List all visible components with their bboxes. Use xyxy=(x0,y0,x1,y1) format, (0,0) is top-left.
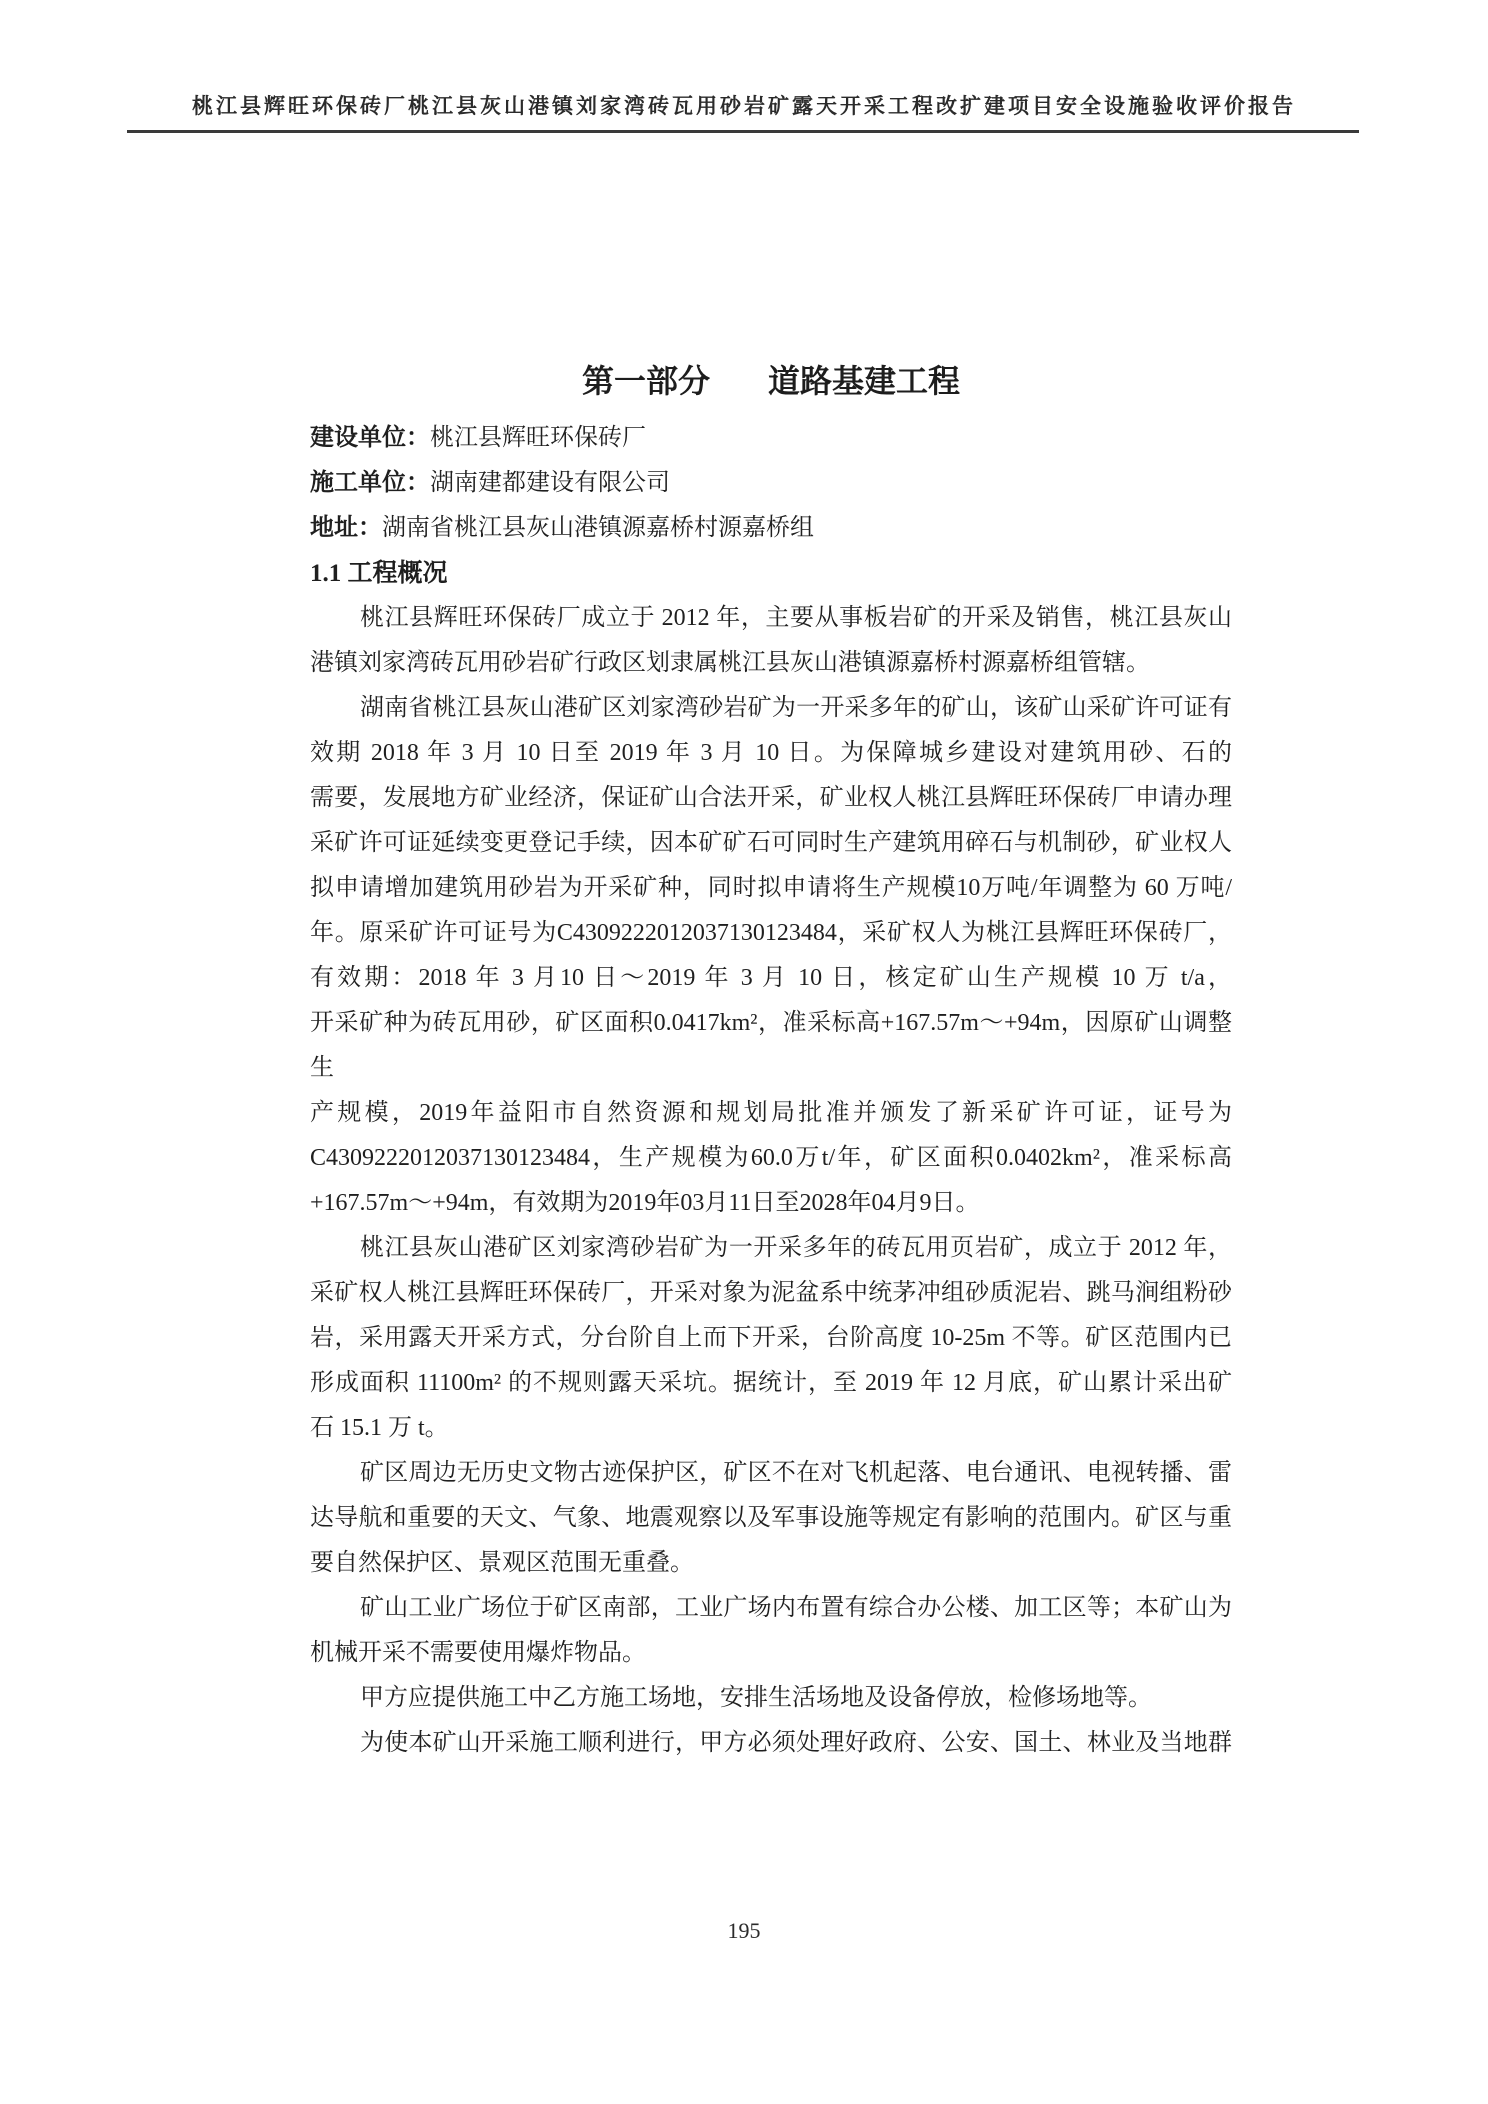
text-line: 开采矿种为砖瓦用砂，矿区面积0.0417km²，准采标高+167.57m～+94m，因原矿山调整生 xyxy=(310,1010,1232,1081)
address-label: 地址： xyxy=(310,515,382,541)
text-line: 形成面积 11100m² 的不规则露天采坑。据统计，至 2019 年 12 月底，矿山累计采出矿 xyxy=(310,1370,1232,1396)
text-line: 要自然保护区、景观区范围无重叠。 xyxy=(310,1550,694,1576)
part-label: 第一部分 xyxy=(581,363,710,399)
text-line: 拟申请增加建筑用砂岩为开采矿种，同时拟申请将生产规模10万吨/年调整为 60 万吨/ xyxy=(310,875,1232,901)
text-line: 矿区周边无历史文物古迹保护区，矿区不在对飞机起落、电台通讯、电视转播、雷 xyxy=(360,1460,1232,1486)
text-line: 效期 2018 年 3 月 10 日至 2019 年 3 月 10 日。为保障城乡建设对建筑用砂、石的 xyxy=(310,740,1232,766)
part-title xyxy=(310,356,1232,402)
builder-value: 桃江县辉旺环保砖厂 xyxy=(430,425,646,451)
text-line: 年。原采矿许可证号为C4309222012037130123484，采矿权人为桃江县辉旺环保砖厂， xyxy=(310,920,1232,946)
page-number: 195 xyxy=(727,1918,761,1943)
text-line: 需要，发展地方矿业经济，保证矿山合法开采，矿业权人桃江县辉旺环保砖厂申请办理 xyxy=(310,785,1232,811)
section-heading: 1.1 工程概况 xyxy=(310,560,448,587)
text-line: 甲方应提供施工中乙方施工场地，安排生活场地及设备停放，检修场地等。 xyxy=(360,1685,1152,1711)
header-divider xyxy=(127,130,1359,133)
text-line: 桃江县辉旺环保砖厂成立于 2012 年，主要从事板岩矿的开采及销售，桃江县灰山 xyxy=(360,605,1232,631)
paragraph-6 xyxy=(310,1676,1232,1721)
builder-label: 建设单位： xyxy=(310,425,430,451)
info-line-address xyxy=(310,506,1232,551)
running-header: 桃江县辉旺环保砖厂桃江县灰山港镇刘家湾砖瓦用砂岩矿露天开采工程改扩建项目安全设施验收评价报告 xyxy=(192,94,1296,118)
contractor-value: 湖南建都建设有限公司 xyxy=(430,470,670,496)
text-line: 采矿许可证延续变更登记手续，因本矿矿石可同时生产建筑用碎石与机制砂，矿业权人 xyxy=(310,830,1232,856)
paragraph-7 xyxy=(310,1721,1232,1766)
text-line: 湖南省桃江县灰山港矿区刘家湾砂岩矿为一开采多年的矿山，该矿山采矿许可证有 xyxy=(360,695,1232,721)
info-line-builder xyxy=(310,416,1232,461)
paragraph-4 xyxy=(310,1451,1232,1586)
text-line: 港镇刘家湾砖瓦用砂岩矿行政区划隶属桃江县灰山港镇源嘉桥村源嘉桥组管辖。 xyxy=(310,650,1150,676)
contractor-label: 施工单位： xyxy=(310,470,430,496)
text-line: 产规模，2019年益阳市自然资源和规划局批准并颁发了新采矿许可证，证号为 xyxy=(310,1100,1232,1126)
text-line: 达导航和重要的天文、气象、地震观察以及军事设施等规定有影响的范围内。矿区与重 xyxy=(310,1505,1232,1531)
part-name: 道路基建工程 xyxy=(768,363,961,399)
text-line: 桃江县灰山港矿区刘家湾砂岩矿为一开采多年的砖瓦用页岩矿，成立于 2012 年， xyxy=(360,1235,1232,1261)
text-line: 机械开采不需要使用爆炸物品。 xyxy=(310,1640,646,1666)
paragraph-2 xyxy=(310,686,1232,1226)
text-line: 岩，采用露天开采方式，分台阶自上而下开采，台阶高度 10-25m 不等。矿区范围内已 xyxy=(310,1325,1232,1351)
text-line: C4309222012037130123484，生产规模为60.0万t/年，矿区面积0.0402km²，准采标高 xyxy=(310,1145,1232,1171)
paragraph-3 xyxy=(310,1226,1232,1451)
text-line: 矿山工业广场位于矿区南部，工业广场内布置有综合办公楼、加工区等；本矿山为 xyxy=(360,1595,1232,1621)
text-line: 有效期：2018 年 3 月10 日～2019 年 3 月 10 日，核定矿山生产规模 10 万 t/a， xyxy=(310,965,1232,991)
paragraph-1 xyxy=(310,596,1232,686)
text-line: +167.57m～+94m，有效期为2019年03月11日至2028年04月9日。 xyxy=(310,1190,980,1216)
text-line: 采矿权人桃江县辉旺环保砖厂，开采对象为泥盆系中统茅冲组砂质泥岩、跳马涧组粉砂 xyxy=(310,1280,1232,1306)
page-content xyxy=(310,416,1232,1766)
text-line: 石 15.1 万 t。 xyxy=(310,1415,449,1441)
paragraph-5 xyxy=(310,1586,1232,1676)
info-line-contractor xyxy=(310,461,1232,506)
address-value: 湖南省桃江县灰山港镇源嘉桥村源嘉桥组 xyxy=(382,515,814,541)
text-line: 为使本矿山开采施工顺利进行，甲方必须处理好政府、公安、国土、林业及当地群 xyxy=(360,1730,1232,1756)
